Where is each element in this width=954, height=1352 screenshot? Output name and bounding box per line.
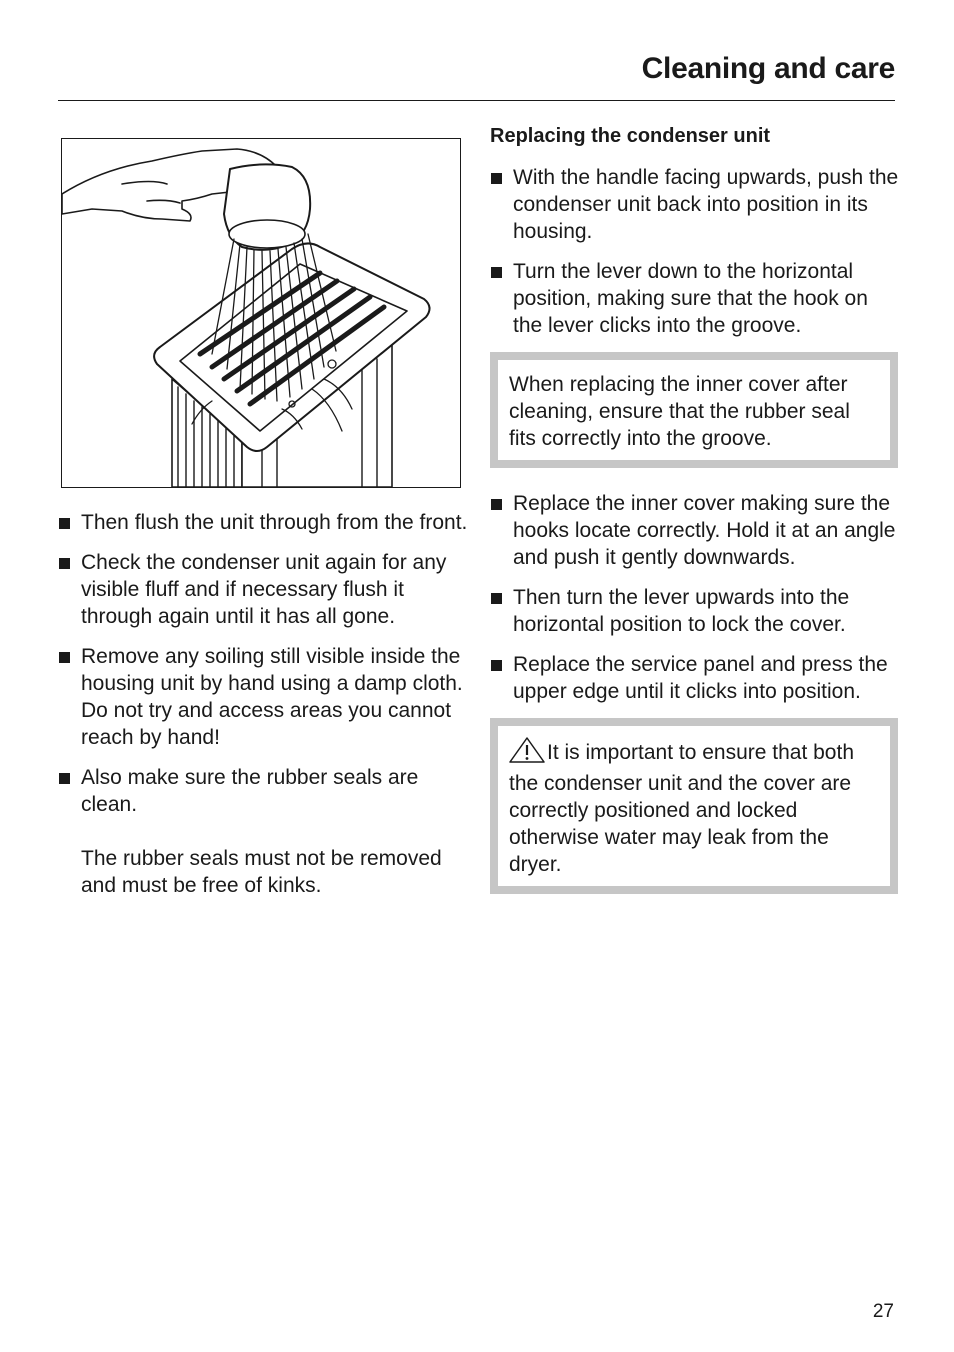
warning-box bbox=[490, 718, 898, 894]
warning-triangle-icon bbox=[509, 737, 545, 770]
list-item: Replace the inner cover making sure the hooks locate correctly. Hold it at an angle and push it gently downwards. bbox=[490, 490, 900, 571]
left-column bbox=[58, 509, 468, 912]
page-number: 27 bbox=[872, 1301, 894, 1322]
right-column bbox=[490, 123, 900, 916]
illustration-flushing-condenser bbox=[61, 138, 461, 488]
right-bullet-list-top bbox=[490, 164, 900, 339]
list-item: Then flush the unit through from the front. bbox=[58, 509, 468, 536]
page-title: Cleaning and care bbox=[641, 52, 895, 85]
list-item: Remove any soiling still visible inside the housing unit by hand using a damp cloth. Do not try and access areas you cannot reach by hand! bbox=[58, 643, 468, 751]
note-box bbox=[490, 352, 898, 468]
warning-text: It is important to ensure that both the condenser unit and the cover are correctly positioned and locked otherwise water may leak from the dryer. bbox=[509, 741, 855, 876]
section-heading: Replacing the condenser unit bbox=[490, 125, 771, 147]
header-divider bbox=[58, 100, 895, 101]
list-item: Also make sure the rubber seals are clean. The rubber seals must not be removed and must be free of kinks. bbox=[58, 764, 468, 899]
right-bullet-list-bottom bbox=[490, 490, 900, 705]
note-text: When replacing the inner cover after cleaning, ensure that the rubber seal fits correctly into the groove. bbox=[509, 373, 850, 450]
list-item: Then turn the lever upwards into the horizontal position to lock the cover. bbox=[490, 584, 900, 638]
left-bullet-list bbox=[58, 509, 468, 899]
list-item: Replace the service panel and press the upper edge until it clicks into position. bbox=[490, 651, 900, 705]
list-item: With the handle facing upwards, push the condenser unit back into position in its housing. bbox=[490, 164, 900, 245]
list-item: Turn the lever down to the horizontal position, making sure that the hook on the lever clicks into the groove. bbox=[490, 258, 900, 339]
list-item: Check the condenser unit again for any visible fluff and if necessary flush it through again until it has all gone. bbox=[58, 549, 468, 630]
